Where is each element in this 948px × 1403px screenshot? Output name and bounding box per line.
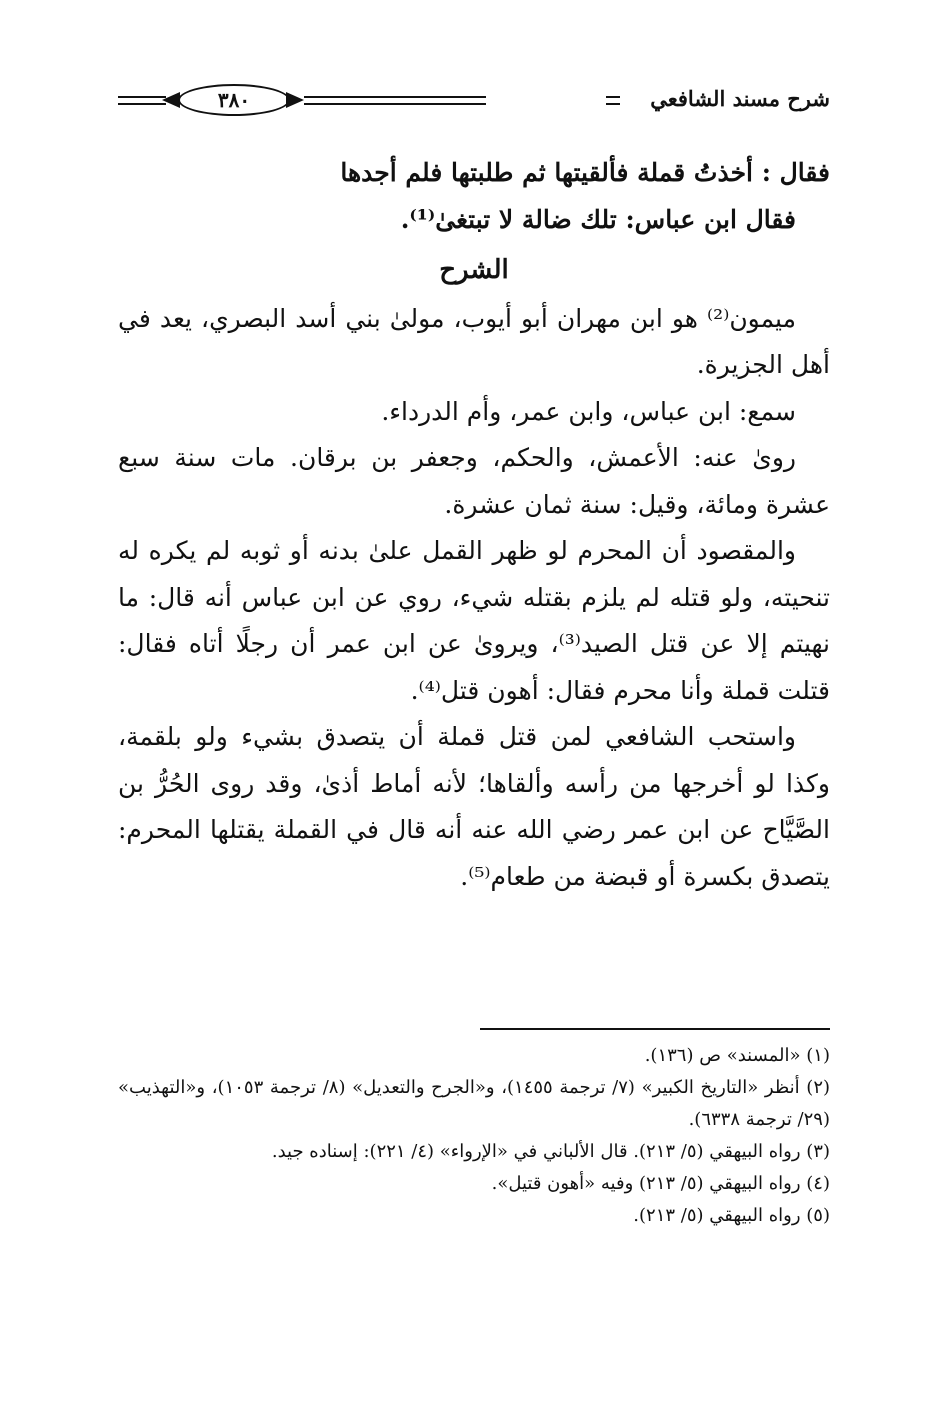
- header-rule: [606, 96, 620, 105]
- paragraph: سمع: ابن عباس، وابن عمر، وأم الدرداء.: [381, 396, 796, 426]
- paragraph: والمقصود أن المحرم لو ظهر القمل علىٰ بدنه أو ثوبه لم يكره له تنحيته، ولو قتله لم يلزم بقتله شيء، روي عن ابن عباس أنه قال: ما نهيتم إلا عن قتل الصيد⁽³⁾، ويروىٰ عن ابن عمر أن رجلًا أتاه فقال: قتلت قملة وأنا محرم فقال: أهون قتل⁽⁴⁾.: [118, 536, 830, 705]
- footnote: (٢) أنظر «التاريخ الكبير» (٧/ ترجمة ١٤٥٥)، و«الجرح والتعديل» (٨/ ترجمة ١٠٥٣)، و«التهذيب» (٢٩/ ترجمة ٦٣٣٨).: [118, 1077, 831, 1130]
- paragraph: روىٰ عنه: الأعمش، والحكم، وجعفر بن برقان. مات سنة سبع عشرة ومائة، وقيل: سنة ثمان عشرة.: [118, 443, 830, 519]
- text-line: فقال ابن عباس: تلك ضالة لا تبتغىٰ⁽¹⁾.: [400, 204, 796, 234]
- paragraph: واستحب الشافعي لمن قتل قملة أن يتصدق بشيء ولو بلقمة، وكذا لو أخرجها من رأسه وألقاها؛ لأنه أماط أذىٰ، وقد روى الحُرُّ بن الصَّيَّاح عن ابن عمر رضي الله عنه أنه قال في القملة يقتلها المحرم: يتصدق بكسرة أو قبضة من طعام⁽⁵⁾.: [118, 722, 830, 891]
- section-heading: الشرح: [439, 255, 509, 285]
- main-text: [118, 150, 830, 900]
- paragraph: ميمون⁽²⁾ هو ابن مهران أبو أيوب، مولىٰ بني أسد البصري، يعد في أهل الجزيرة.: [118, 303, 830, 379]
- page-header: [118, 72, 830, 128]
- page-number: ٣٨٠: [178, 84, 290, 116]
- footnote: (١) «المسند» ص (١٣٦).: [644, 1045, 830, 1066]
- text-line: فقال : أخذتُ قملة فألقيتها ثم طلبتها فلم أجدها: [340, 158, 830, 187]
- footnote: (٤) رواه البيهقي (٥/ ٢١٣) وفيه «أهون قتيل».: [491, 1173, 830, 1194]
- ornament-arrow-icon: [286, 92, 304, 108]
- footnote: (٣) رواه البيهقي (٥/ ٢١٣). قال الألباني في «الإرواء» (٤/ ٢٢١): إسناده جيد.: [271, 1141, 830, 1162]
- footnote-separator: [480, 1028, 830, 1030]
- running-title: شرح مسند الشافعي: [650, 86, 830, 111]
- header-rule: [304, 96, 486, 105]
- header-rule: [118, 96, 166, 105]
- footnote: (٥) رواه البيهقي (٥/ ٢١٣).: [633, 1205, 830, 1226]
- footnotes: [118, 1040, 830, 1232]
